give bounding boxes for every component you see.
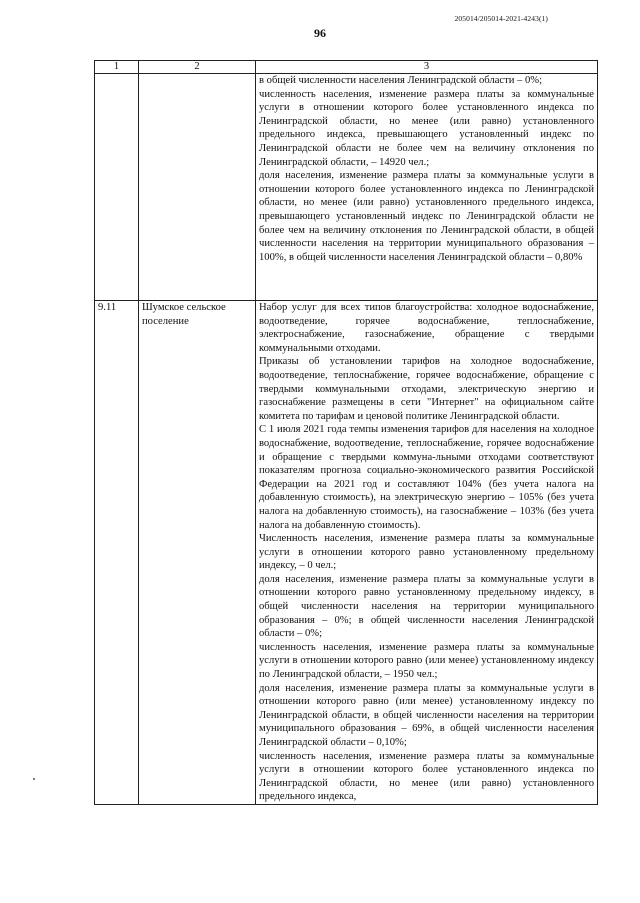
row-number: 9.11 (95, 301, 139, 805)
continued-text-cell (256, 74, 598, 301)
paragraph: доля населения, изменение размера платы за коммунальные услуги в отношении которого более установленного индекса по Ленинградской области, но менее (или равно) установленного предельного индекса, превышающего установленный индекс по Ленинградской области не более чем на величину отклонения по Ленинградской области, в общей численности населения на территории муниципального образования – 100%, в общей численности населения Ленинградской области – 0,80% (259, 170, 594, 263)
paragraph: численность населения, изменение размера платы за коммунальные услуги в отношении которого более установленного индекса по Ленинградской области, но менее (или равно) установленного предельного индекса, превышающего установленный индекс по Ленинградской области не более чем на величину отклонения по Ленинградской области, – 14920 чел.; (259, 88, 594, 168)
column-header-3: 3 (256, 61, 598, 74)
table-header-row (95, 61, 598, 74)
paragraph: Численность населения, изменение размера платы за коммунальные услуги в отношении которого равно установленному предельному индексу, – 0 чел.; (259, 533, 594, 572)
paragraph: численность населения, изменение размера платы за коммунальные услуги в отношении которого более установленного индекса по Ленинградской области, но менее (или равно) установленного предельного индекса, (259, 750, 594, 803)
paragraph: доля населения, изменение размера платы за коммунальные услуги в отношении которого равно установленному предельному индексу, в общей численности населения на территории муниципального образования – 0%; в общей численности населения Ленинградской области – 0%; (259, 573, 594, 640)
paragraph: Приказы об установлении тарифов на холодное водоснабжение, водоотведение, теплоснабжение, горячее водоснабжение, обращение с твердыми коммунальными отходами, электрическую энергию и газоснабжение размещены в сети "Интернет" на официальном сайте комитета по тарифам и ценовой политике Ленинградской области. (259, 356, 594, 422)
column-header-1: 1 (95, 61, 139, 74)
settlement-name: Шумское сельское поселение (139, 301, 256, 805)
continued-name-cell (139, 74, 256, 301)
continued-number-cell (95, 74, 139, 301)
paragraph: доля населения, изменение размера платы за коммунальные услуги в отношении которого равно (или менее) установленному индексу по Ленинградской области, в общей численности населения на территории муниципального образования – 69%, в общей численности населения Ленинградской области – 0,10%; (259, 682, 594, 748)
document-id: 205014/205014-2021-4243(1) (454, 14, 548, 23)
paragraph: Набор услуг для всех типов благоустройства: холодное водоснабжение, водоотведение, горячее водоснабжение, теплоснабжение, электроснабжение, газоснабжение, обращение с твердыми коммунальными отходами. (259, 302, 594, 354)
paragraph: в общей численности населения Ленинградской области – 0%; (259, 75, 543, 86)
column-header-2: 2 (139, 61, 256, 74)
paragraph: численность населения, изменение размера платы за коммунальные услуги в отношении которого равно (или менее) установленному индексу по Ленинградской области, – 1950 чел.; (259, 641, 594, 681)
data-table (94, 60, 598, 805)
row-text-cell (256, 301, 598, 805)
table-row-continued (95, 74, 598, 301)
margin-dot-mark (33, 778, 35, 780)
paragraph: С 1 июля 2021 года темпы изменения тарифов для населения на холодное водоснабжение, водоотведение, теплоснабжение, горячее водоснабжение и обращение с твердыми коммуна-льными отходами соответствуют показателям прогноза социально-экономического развития Российской Федерации на 2021 год и составляют 104% (без учета налога на добавленную стоимость), на электрическую энергию – 105% (без учета налога на добавленную стоимость), на газоснабжение – 103% (без учета налога на добавленную стоимость). (259, 424, 594, 531)
page-number: 96 (314, 26, 326, 40)
table-row-9-11 (95, 301, 598, 805)
